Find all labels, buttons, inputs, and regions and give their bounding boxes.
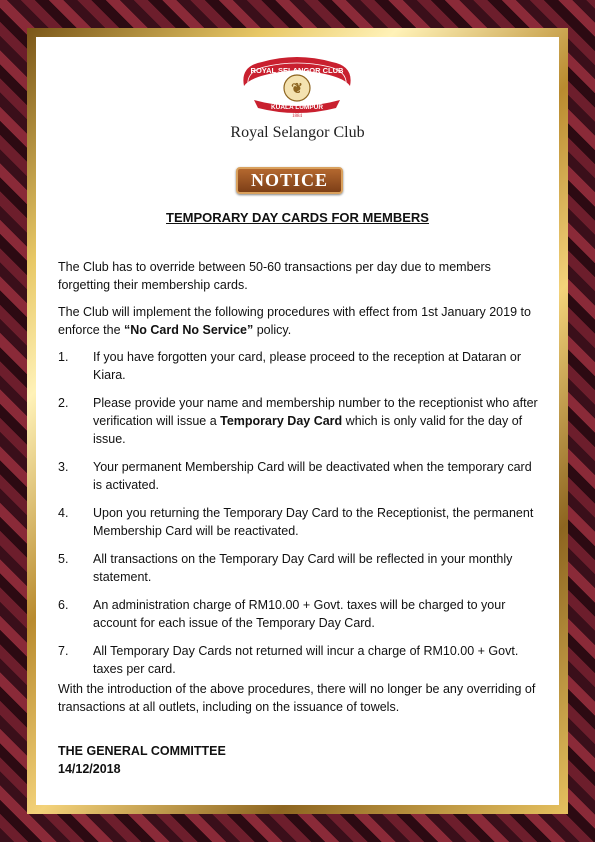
list-item bbox=[58, 348, 538, 384]
list-item bbox=[58, 596, 538, 632]
list-number: 1. bbox=[58, 350, 69, 364]
closing-paragraph: With the introduction of the above procedures, there will no longer be any overriding of transactions at all outlets, including on the issuance of towels. bbox=[58, 682, 536, 714]
list-number: 3. bbox=[58, 460, 69, 474]
signature-block bbox=[58, 742, 226, 778]
notice-badge: NOTICE bbox=[236, 167, 343, 194]
list-text: Your permanent Membership Card will be deactivated when the temporary card is activated. bbox=[93, 460, 532, 492]
list-text: which is only valid for the day of issue. bbox=[93, 414, 523, 446]
list-text: Upon you returning the Temporary Day Card to the Receptionist, the permanent Membership Card will be reactivated. bbox=[93, 506, 534, 538]
list-item bbox=[58, 550, 538, 586]
list-item bbox=[58, 458, 538, 494]
list-item bbox=[58, 394, 538, 448]
club-name: Royal Selangor Club bbox=[230, 124, 365, 141]
procedure-intro-text: The Club will implement the following procedures with effect from 1st January 2019 to enforce the bbox=[58, 305, 531, 337]
intro-paragraph: The Club has to override between 50-60 transactions per day due to members forgetting their membership cards. bbox=[58, 260, 491, 292]
logo-year: 1884 bbox=[292, 114, 302, 118]
list-number: 4. bbox=[58, 506, 69, 520]
list-number: 6. bbox=[58, 598, 69, 612]
list-item bbox=[58, 642, 538, 678]
list-text: All Temporary Day Cards not returned will incur a charge of RM10.00 + Govt. taxes per card. bbox=[93, 644, 519, 676]
list-text: If you have forgotten your card, please proceed to the reception at Dataran or Kiara. bbox=[93, 350, 522, 382]
notice-heading: TEMPORARY DAY CARDS FOR MEMBERS bbox=[166, 210, 429, 225]
logo-bottom-text: KUALA LUMPUR bbox=[270, 104, 324, 111]
list-number: 5. bbox=[58, 552, 69, 566]
list-text: All transactions on the Temporary Day Card will be reflected in your monthly statement. bbox=[93, 552, 513, 584]
list-text-bold: Temporary Day Card bbox=[220, 414, 343, 428]
list-item bbox=[58, 504, 538, 540]
procedure-list bbox=[58, 348, 538, 688]
procedure-intro-paragraph bbox=[58, 303, 538, 339]
list-text: Please provide your name and membership number to the receptionist who after verification will issue a bbox=[93, 396, 538, 428]
logo-top-text: ROYAL SELANGOR CLUB bbox=[250, 66, 344, 75]
policy-name: “No Card No Service” bbox=[124, 323, 254, 337]
list-number: 7. bbox=[58, 644, 69, 658]
list-text: An administration charge of RM10.00 + Govt. taxes will be charged to your account for each issue of the Temporary Day Card. bbox=[93, 598, 506, 630]
club-crest-logo bbox=[232, 56, 362, 118]
procedure-intro-end: policy. bbox=[253, 323, 292, 337]
list-number: 2. bbox=[58, 396, 69, 410]
signature-name: THE GENERAL COMMITTEE bbox=[58, 744, 226, 758]
svg-text:❦: ❦ bbox=[291, 82, 303, 97]
signature-date: 14/12/2018 bbox=[58, 762, 121, 776]
